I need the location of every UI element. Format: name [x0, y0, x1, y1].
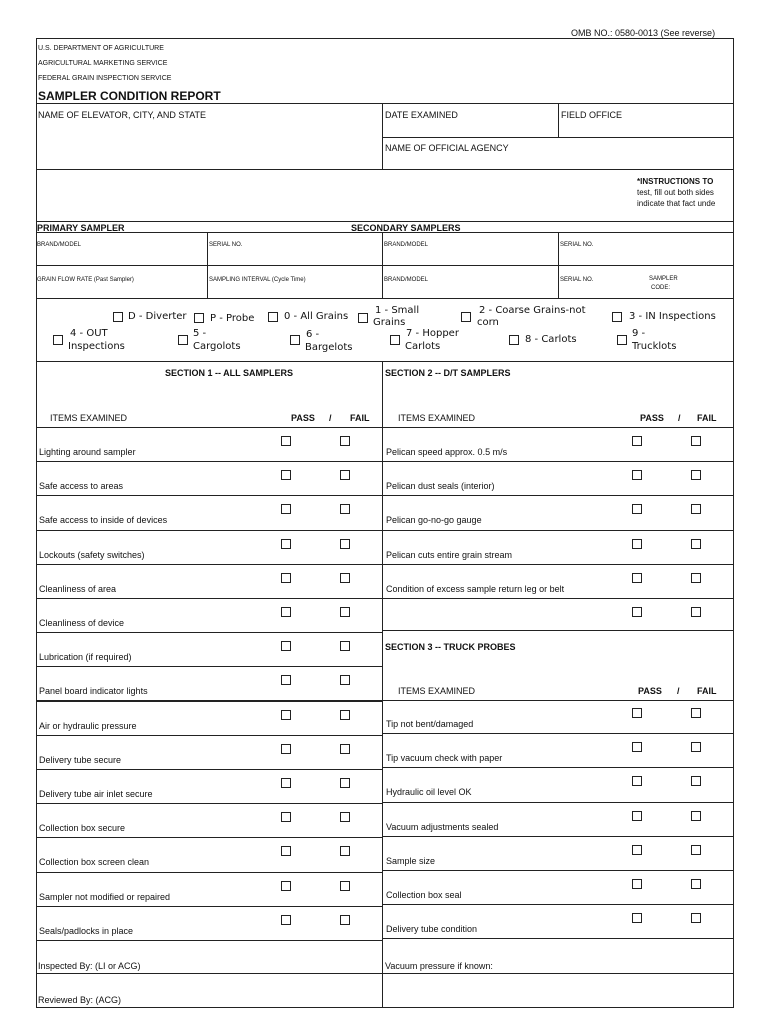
option-hopper-carlots-label-2: Carlots [405, 341, 441, 352]
section1-pass-checkbox[interactable] [281, 675, 291, 685]
section1-item-label: Lighting around sampler [39, 447, 136, 457]
section-3-title: SECTION 3 -- TRUCK PROBES [385, 642, 516, 652]
option-all-grains-label: 0 - All Grains [284, 311, 349, 322]
section1-pass-checkbox[interactable] [281, 436, 291, 446]
section2-item-label: Pelican cuts entire grain stream [386, 549, 513, 560]
section1-pass-checkbox[interactable] [281, 641, 291, 651]
section1-fail-checkbox[interactable] [340, 744, 350, 754]
section2-item-label: Pelican speed approx. 0.5 m/s [386, 447, 508, 457]
field-office-label: FIELD OFFICE [561, 110, 623, 120]
sampling-interval: SAMPLING INTERVAL (Cycle Time) [209, 277, 306, 283]
section1-item-label: Panel board indicator lights [39, 686, 148, 697]
section3-item-label: Hydraulic oil level OK [386, 787, 472, 798]
section1-fail-checkbox[interactable] [340, 778, 350, 788]
section3-fail-checkbox[interactable] [691, 776, 701, 786]
section3-fail-checkbox[interactable] [691, 879, 701, 889]
sampler-code-line-1: SAMPLER [649, 276, 678, 282]
serial-no-3: SERIAL NO. [560, 277, 594, 283]
section-3-slash: / [677, 686, 680, 696]
option-d-diverter-checkbox[interactable] [113, 312, 123, 322]
section1-fail-checkbox[interactable] [340, 539, 350, 549]
section1-pass-checkbox[interactable] [281, 778, 291, 788]
section1-item-label: Delivery tube secure [39, 754, 122, 765]
option-bargelots-label-1: 6 - [306, 329, 320, 340]
section2-item-label: Pelican go-no-go gauge [386, 515, 482, 526]
reviewed-by-label: Reviewed By: (ACG) [38, 995, 122, 1005]
section-2-items-header: ITEMS EXAMINED [398, 413, 476, 423]
section1-item-label: Collection box screen clean [39, 857, 150, 868]
section3-item-label: Vacuum adjustments sealed [386, 821, 499, 832]
secondary-samplers-heading: SECONDARY SAMPLERS [351, 223, 461, 233]
section-1-fail-header: FAIL [350, 413, 370, 423]
section1-fail-checkbox[interactable] [340, 641, 350, 651]
section1-pass-checkbox[interactable] [281, 470, 291, 480]
section1-pass-checkbox[interactable] [281, 539, 291, 549]
section1-pass-checkbox[interactable] [281, 573, 291, 583]
section3-fail-checkbox[interactable] [691, 913, 701, 923]
section1-pass-checkbox[interactable] [281, 744, 291, 754]
section1-item-label: Safe access to inside of devices [39, 515, 168, 526]
option-trucklots-label-2: Trucklots [632, 341, 677, 352]
form-title: SAMPLER CONDITION REPORT [38, 89, 221, 103]
section1-fail-checkbox[interactable] [340, 607, 350, 617]
section1-item-label: Collection box secure [39, 823, 126, 834]
option-trucklots-label-1: 9 - [632, 328, 646, 339]
option-coarse-grains-label-2: corn [477, 317, 499, 328]
option-out-inspections-label-1: 4 - OUT [70, 328, 108, 339]
section1-fail-checkbox[interactable] [340, 470, 350, 480]
section3-item-label: Tip vacuum check with paper [386, 753, 503, 764]
section1-item-label: Safe access to areas [39, 481, 124, 492]
section-1-items-header: ITEMS EXAMINED [50, 413, 128, 423]
section2-fail-checkbox[interactable] [691, 436, 701, 446]
brand-model-1: BRAND/MODEL [37, 242, 82, 248]
official-agency-label: NAME OF OFFICIAL AGENCY [385, 143, 509, 153]
option-trucklots-checkbox[interactable] [617, 335, 627, 345]
section1-pass-checkbox[interactable] [281, 710, 291, 720]
section1-fail-checkbox[interactable] [340, 846, 350, 856]
section-2-slash: / [678, 413, 681, 423]
section2-pass-checkbox[interactable] [632, 607, 642, 617]
section3-fail-checkbox[interactable] [691, 708, 701, 718]
section1-pass-checkbox[interactable] [281, 881, 291, 891]
section3-fail-checkbox[interactable] [691, 845, 701, 855]
option-small-grains-label-2: Grains [373, 317, 406, 328]
section-1-title: SECTION 1 -- ALL SAMPLERS [165, 368, 294, 378]
section1-fail-checkbox[interactable] [340, 881, 350, 891]
section1-pass-checkbox[interactable] [281, 915, 291, 925]
option-bargelots-checkbox[interactable] [290, 335, 300, 345]
section1-item-label: Lubrication (if required) [39, 652, 132, 663]
brand-model-2: BRAND/MODEL [384, 242, 429, 248]
section3-pass-checkbox[interactable] [632, 811, 642, 821]
option-carlots-checkbox[interactable] [509, 335, 519, 345]
primary-sampler-heading: PRIMARY SAMPLER [37, 223, 125, 233]
section1-item-label: Cleanliness of device [39, 618, 125, 628]
section2-fail-checkbox[interactable] [691, 539, 701, 549]
section3-item-label: Collection box seal [386, 890, 462, 900]
option-small-grains-checkbox[interactable] [358, 313, 368, 323]
option-hopper-carlots-label-1: 7 - Hopper [406, 328, 459, 339]
elevator-label: NAME OF ELEVATOR, CITY, AND STATE [38, 110, 207, 120]
option-out-inspections-checkbox[interactable] [53, 335, 63, 345]
section1-pass-checkbox[interactable] [281, 846, 291, 856]
instructions-line-3: indicate that fact unde [637, 199, 716, 208]
section3-item-label: Tip not bent/damaged [386, 719, 474, 729]
section1-fail-checkbox[interactable] [340, 675, 350, 685]
section3-fail-checkbox[interactable] [691, 742, 701, 752]
option-coarse-grains-checkbox[interactable] [461, 312, 471, 322]
section1-pass-checkbox[interactable] [281, 607, 291, 617]
section3-item-label: Delivery tube condition [386, 924, 478, 935]
section1-item-label: Cleanliness of area [39, 583, 117, 594]
section2-pass-checkbox[interactable] [632, 436, 642, 446]
section3-pass-checkbox[interactable] [632, 845, 642, 855]
section-2-fail-header: FAIL [697, 413, 717, 423]
instructions-line-2: test, fill out both sides [637, 188, 714, 197]
brand-model-3: BRAND/MODEL [384, 277, 429, 283]
section2-pass-checkbox[interactable] [632, 573, 642, 583]
option-cargolots-label-2: Cargolots [193, 341, 241, 352]
option-p-probe-checkbox[interactable] [194, 313, 204, 323]
option-p-probe-label: P - Probe [210, 313, 255, 324]
section-3-items-header: ITEMS EXAMINED [398, 686, 476, 696]
section1-fail-checkbox[interactable] [340, 915, 350, 925]
option-bargelots-label-2: Bargelots [305, 342, 353, 353]
section3-pass-checkbox[interactable] [632, 708, 642, 718]
section-3-pass-header: PASS [638, 686, 662, 696]
option-carlots-label: 8 - Carlots [525, 334, 577, 345]
serial-no-1: SERIAL NO. [209, 242, 243, 248]
section2-pass-checkbox[interactable] [632, 504, 642, 514]
section2-fail-checkbox[interactable] [691, 573, 701, 583]
section2-fail-checkbox[interactable] [691, 504, 701, 514]
section-1-slash: / [329, 413, 332, 423]
section3-pass-checkbox[interactable] [632, 879, 642, 889]
serial-no-2: SERIAL NO. [560, 242, 594, 248]
section2-fail-checkbox[interactable] [691, 607, 701, 617]
section1-fail-checkbox[interactable] [340, 573, 350, 583]
instructions-title: *INSTRUCTIONS TO [637, 177, 714, 186]
section3-pass-checkbox[interactable] [632, 913, 642, 923]
sampler-code-line-2: CODE: [651, 285, 671, 291]
option-in-inspections-label: 3 - IN Inspections [629, 311, 716, 322]
section1-fail-checkbox[interactable] [340, 710, 350, 720]
option-out-inspections-label-2: Inspections [68, 341, 125, 352]
option-hopper-carlots-checkbox[interactable] [390, 335, 400, 345]
section3-item-label: Sample size [386, 855, 436, 866]
option-d-diverter-label: D - Diverter [128, 311, 187, 322]
section2-pass-checkbox[interactable] [632, 470, 642, 480]
section1-fail-checkbox[interactable] [340, 812, 350, 822]
omb-number: OMB NO.: 0580-0013 (See reverse) [571, 28, 716, 38]
agency-line-1: U.S. DEPARTMENT OF AGRICULTURE [38, 45, 164, 52]
section1-fail-checkbox[interactable] [340, 436, 350, 446]
section2-fail-checkbox[interactable] [691, 470, 701, 480]
section-1-pass-header: PASS [291, 413, 315, 423]
inspected-by-label: Inspected By: (LI or ACG) [38, 961, 141, 971]
section1-fail-checkbox[interactable] [340, 504, 350, 514]
section1-item-label: Sampler not modified or repaired [39, 891, 171, 902]
section1-item-label: Seals/padlocks in place [39, 925, 134, 936]
section1-pass-checkbox[interactable] [281, 504, 291, 514]
section1-item-label: Lockouts (safety switches) [39, 549, 145, 560]
option-cargolots-checkbox[interactable] [178, 335, 188, 345]
section1-item-label: Delivery tube air inlet secure [39, 789, 153, 799]
section3-pass-checkbox[interactable] [632, 742, 642, 752]
section-2-pass-header: PASS [640, 413, 664, 423]
option-all-grains-checkbox[interactable] [268, 312, 278, 322]
option-coarse-grains-label-1: 2 - Coarse Grains-not [479, 305, 586, 316]
section2-item-label: Pelican dust seals (interior) [386, 481, 495, 492]
section2-item-label: Condition of excess sample return leg or belt [386, 583, 565, 594]
section3-pass-checkbox[interactable] [632, 776, 642, 786]
agency-line-2: AGRICULTURAL MARKETING SERVICE [38, 60, 168, 67]
option-cargolots-label-1: 5 - [193, 328, 207, 339]
option-small-grains-label-1: 1 - Small [375, 305, 420, 316]
date-examined-label: DATE EXAMINED [385, 110, 458, 120]
section1-pass-checkbox[interactable] [281, 812, 291, 822]
vacuum-pressure-label: Vacuum pressure if known: [385, 961, 493, 971]
section3-fail-checkbox[interactable] [691, 811, 701, 821]
section-3-fail-header: FAIL [697, 686, 717, 696]
agency-line-3: FEDERAL GRAIN INSPECTION SERVICE [38, 75, 172, 82]
section-2-title: SECTION 2 -- D/T SAMPLERS [385, 368, 511, 378]
grain-flow-rate: GRAIN FLOW RATE (Past Sampler) [37, 277, 134, 283]
section1-item-label: Air or hydraulic pressure [39, 720, 137, 731]
option-in-inspections-checkbox[interactable] [612, 312, 622, 322]
section2-pass-checkbox[interactable] [632, 539, 642, 549]
